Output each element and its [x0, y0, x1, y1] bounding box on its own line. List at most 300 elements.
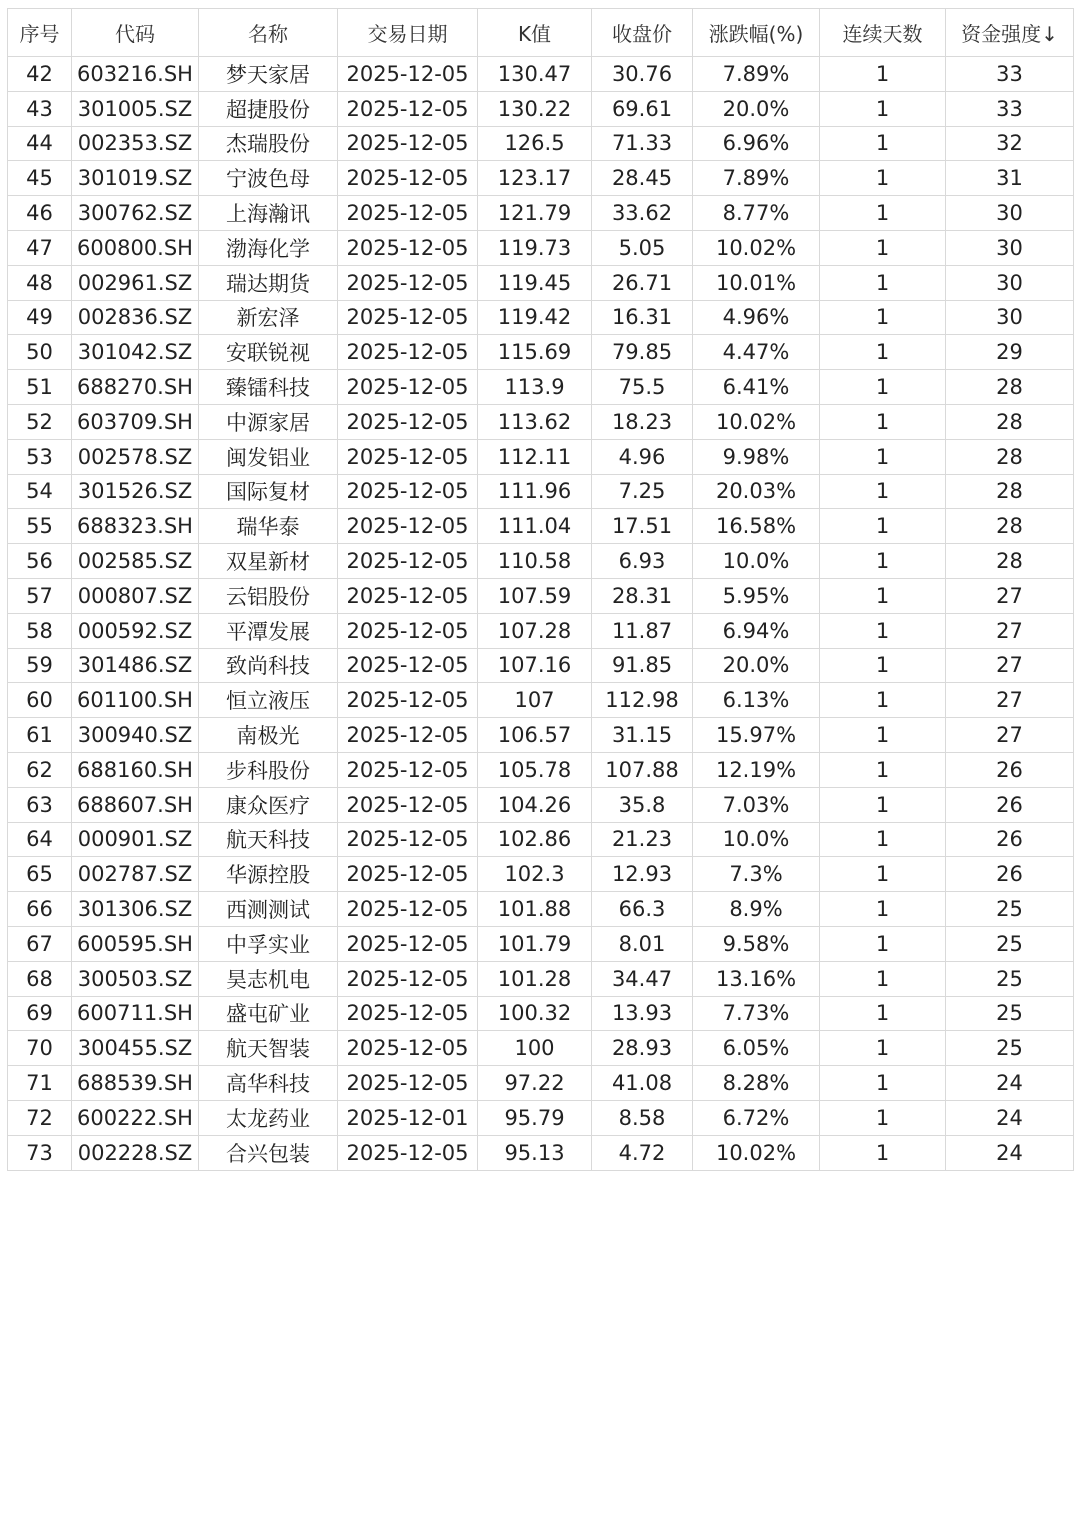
cell-index: 63	[8, 787, 72, 822]
cell-change-percent: 10.0%	[693, 822, 820, 857]
cell-index: 68	[8, 961, 72, 996]
table-row[interactable]	[8, 196, 1074, 231]
cell-code: 000592.SZ	[72, 613, 199, 648]
cell-code: 002353.SZ	[72, 126, 199, 161]
cell-code: 002836.SZ	[72, 300, 199, 335]
cell-code: 000901.SZ	[72, 822, 199, 857]
cell-consecutive-days: 1	[820, 1100, 946, 1135]
cell-name: 西测测试	[199, 892, 338, 927]
cell-code: 300940.SZ	[72, 718, 199, 753]
cell-k-value: 102.3	[478, 857, 592, 892]
cell-code: 600800.SH	[72, 230, 199, 265]
column-header-k-value[interactable]: K值	[478, 9, 592, 57]
cell-change-percent: 6.13%	[693, 683, 820, 718]
cell-k-value: 119.42	[478, 300, 592, 335]
cell-trade-date: 2025-12-05	[338, 544, 478, 579]
cell-close-price: 31.15	[592, 718, 693, 753]
cell-capital-strength: 28	[946, 544, 1074, 579]
cell-k-value: 100.32	[478, 996, 592, 1031]
cell-change-percent: 7.89%	[693, 57, 820, 92]
table-row[interactable]	[8, 57, 1074, 92]
cell-trade-date: 2025-12-05	[338, 926, 478, 961]
cell-code: 002585.SZ	[72, 544, 199, 579]
cell-index: 42	[8, 57, 72, 92]
cell-close-price: 75.5	[592, 370, 693, 405]
cell-capital-strength: 24	[946, 1100, 1074, 1135]
table-row[interactable]	[8, 961, 1074, 996]
cell-index: 47	[8, 230, 72, 265]
cell-consecutive-days: 1	[820, 439, 946, 474]
cell-consecutive-days: 1	[820, 91, 946, 126]
cell-code: 301005.SZ	[72, 91, 199, 126]
cell-close-price: 8.58	[592, 1100, 693, 1135]
cell-change-percent: 6.96%	[693, 126, 820, 161]
cell-name: 瑞华泰	[199, 509, 338, 544]
table-row[interactable]	[8, 683, 1074, 718]
cell-change-percent: 8.77%	[693, 196, 820, 231]
cell-close-price: 69.61	[592, 91, 693, 126]
cell-consecutive-days: 1	[820, 161, 946, 196]
column-header-close-price[interactable]: 收盘价	[592, 9, 693, 57]
table-row[interactable]	[8, 648, 1074, 683]
cell-k-value: 110.58	[478, 544, 592, 579]
cell-capital-strength: 30	[946, 265, 1074, 300]
cell-name: 杰瑞股份	[199, 126, 338, 161]
cell-close-price: 107.88	[592, 752, 693, 787]
cell-capital-strength: 27	[946, 648, 1074, 683]
cell-change-percent: 20.03%	[693, 474, 820, 509]
cell-code: 301019.SZ	[72, 161, 199, 196]
table-row[interactable]	[8, 335, 1074, 370]
cell-name: 新宏泽	[199, 300, 338, 335]
column-header-capital-strength-sorted[interactable]: 资金强度↓	[946, 9, 1074, 57]
cell-name: 康众医疗	[199, 787, 338, 822]
cell-name: 云铝股份	[199, 578, 338, 613]
cell-consecutive-days: 1	[820, 370, 946, 405]
cell-code: 600595.SH	[72, 926, 199, 961]
cell-k-value: 112.11	[478, 439, 592, 474]
column-header-trade-date[interactable]: 交易日期	[338, 9, 478, 57]
cell-index: 55	[8, 509, 72, 544]
cell-code: 301042.SZ	[72, 335, 199, 370]
cell-consecutive-days: 1	[820, 300, 946, 335]
cell-name: 双星新材	[199, 544, 338, 579]
cell-trade-date: 2025-12-05	[338, 404, 478, 439]
cell-k-value: 130.47	[478, 57, 592, 92]
cell-change-percent: 5.95%	[693, 578, 820, 613]
cell-code: 601100.SH	[72, 683, 199, 718]
table-row[interactable]	[8, 752, 1074, 787]
cell-name: 步科股份	[199, 752, 338, 787]
cell-capital-strength: 33	[946, 91, 1074, 126]
cell-trade-date: 2025-12-05	[338, 370, 478, 405]
cell-trade-date: 2025-12-05	[338, 1135, 478, 1170]
cell-change-percent: 6.41%	[693, 370, 820, 405]
cell-change-percent: 13.16%	[693, 961, 820, 996]
cell-change-percent: 20.0%	[693, 91, 820, 126]
table-row[interactable]	[8, 1031, 1074, 1066]
table-row[interactable]	[8, 857, 1074, 892]
table-row[interactable]	[8, 265, 1074, 300]
cell-close-price: 5.05	[592, 230, 693, 265]
cell-close-price: 16.31	[592, 300, 693, 335]
cell-trade-date: 2025-12-05	[338, 892, 478, 927]
cell-trade-date: 2025-12-05	[338, 996, 478, 1031]
cell-capital-strength: 25	[946, 892, 1074, 927]
cell-capital-strength: 27	[946, 578, 1074, 613]
cell-capital-strength: 28	[946, 404, 1074, 439]
cell-k-value: 97.22	[478, 1066, 592, 1101]
cell-trade-date: 2025-12-05	[338, 265, 478, 300]
table-row[interactable]	[8, 892, 1074, 927]
cell-capital-strength: 33	[946, 57, 1074, 92]
cell-index: 67	[8, 926, 72, 961]
cell-consecutive-days: 1	[820, 718, 946, 753]
cell-index: 57	[8, 578, 72, 613]
cell-code: 688160.SH	[72, 752, 199, 787]
table-row[interactable]	[8, 822, 1074, 857]
cell-close-price: 26.71	[592, 265, 693, 300]
cell-trade-date: 2025-12-05	[338, 683, 478, 718]
table-row[interactable]	[8, 718, 1074, 753]
cell-close-price: 28.45	[592, 161, 693, 196]
cell-index: 73	[8, 1135, 72, 1170]
stock-table	[7, 8, 1074, 1171]
cell-name: 渤海化学	[199, 230, 338, 265]
cell-name: 高华科技	[199, 1066, 338, 1101]
cell-code: 688539.SH	[72, 1066, 199, 1101]
cell-trade-date: 2025-12-01	[338, 1100, 478, 1135]
cell-consecutive-days: 1	[820, 509, 946, 544]
cell-name: 恒立液压	[199, 683, 338, 718]
cell-consecutive-days: 1	[820, 1135, 946, 1170]
cell-name: 合兴包装	[199, 1135, 338, 1170]
table-row[interactable]	[8, 1135, 1074, 1170]
cell-k-value: 121.79	[478, 196, 592, 231]
cell-name: 闽发铝业	[199, 439, 338, 474]
table-row[interactable]	[8, 439, 1074, 474]
cell-index: 50	[8, 335, 72, 370]
cell-code: 300503.SZ	[72, 961, 199, 996]
cell-index: 72	[8, 1100, 72, 1135]
cell-name: 南极光	[199, 718, 338, 753]
cell-k-value: 107.59	[478, 578, 592, 613]
cell-consecutive-days: 1	[820, 787, 946, 822]
cell-change-percent: 20.0%	[693, 648, 820, 683]
column-header-name[interactable]: 名称	[199, 9, 338, 57]
table-row[interactable]	[8, 996, 1074, 1031]
cell-change-percent: 4.47%	[693, 335, 820, 370]
cell-consecutive-days: 1	[820, 996, 946, 1031]
cell-close-price: 91.85	[592, 648, 693, 683]
cell-consecutive-days: 1	[820, 892, 946, 927]
cell-index: 64	[8, 822, 72, 857]
column-header-index[interactable]: 序号	[8, 9, 72, 57]
cell-trade-date: 2025-12-05	[338, 1031, 478, 1066]
cell-capital-strength: 28	[946, 509, 1074, 544]
cell-close-price: 34.47	[592, 961, 693, 996]
cell-capital-strength: 30	[946, 230, 1074, 265]
cell-trade-date: 2025-12-05	[338, 648, 478, 683]
cell-code: 300455.SZ	[72, 1031, 199, 1066]
cell-trade-date: 2025-12-05	[338, 230, 478, 265]
table-row[interactable]	[8, 404, 1074, 439]
cell-consecutive-days: 1	[820, 613, 946, 648]
cell-consecutive-days: 1	[820, 335, 946, 370]
cell-change-percent: 7.89%	[693, 161, 820, 196]
cell-trade-date: 2025-12-05	[338, 787, 478, 822]
cell-close-price: 112.98	[592, 683, 693, 718]
cell-index: 65	[8, 857, 72, 892]
column-header-code[interactable]: 代码	[72, 9, 199, 57]
cell-capital-strength: 27	[946, 613, 1074, 648]
cell-code: 000807.SZ	[72, 578, 199, 613]
cell-change-percent: 6.72%	[693, 1100, 820, 1135]
cell-close-price: 28.31	[592, 578, 693, 613]
cell-name: 平潭发展	[199, 613, 338, 648]
cell-close-price: 13.93	[592, 996, 693, 1031]
cell-name: 中孚实业	[199, 926, 338, 961]
cell-capital-strength: 32	[946, 126, 1074, 161]
cell-name: 太龙药业	[199, 1100, 338, 1135]
cell-capital-strength: 24	[946, 1135, 1074, 1170]
cell-change-percent: 10.02%	[693, 1135, 820, 1170]
cell-consecutive-days: 1	[820, 578, 946, 613]
cell-code: 002578.SZ	[72, 439, 199, 474]
cell-name: 臻镭科技	[199, 370, 338, 405]
cell-k-value: 130.22	[478, 91, 592, 126]
cell-name: 中源家居	[199, 404, 338, 439]
cell-k-value: 123.17	[478, 161, 592, 196]
cell-change-percent: 4.96%	[693, 300, 820, 335]
table-row[interactable]	[8, 544, 1074, 579]
cell-trade-date: 2025-12-05	[338, 752, 478, 787]
cell-trade-date: 2025-12-05	[338, 300, 478, 335]
table-row[interactable]	[8, 230, 1074, 265]
cell-k-value: 95.13	[478, 1135, 592, 1170]
cell-consecutive-days: 1	[820, 474, 946, 509]
table-row[interactable]	[8, 300, 1074, 335]
cell-change-percent: 7.3%	[693, 857, 820, 892]
cell-code: 301306.SZ	[72, 892, 199, 927]
table-row[interactable]	[8, 926, 1074, 961]
cell-consecutive-days: 1	[820, 822, 946, 857]
cell-k-value: 105.78	[478, 752, 592, 787]
cell-capital-strength: 25	[946, 996, 1074, 1031]
cell-k-value: 107.16	[478, 648, 592, 683]
cell-change-percent: 10.01%	[693, 265, 820, 300]
cell-close-price: 30.76	[592, 57, 693, 92]
cell-consecutive-days: 1	[820, 196, 946, 231]
cell-name: 国际复材	[199, 474, 338, 509]
cell-index: 56	[8, 544, 72, 579]
cell-change-percent: 16.58%	[693, 509, 820, 544]
cell-name: 瑞达期货	[199, 265, 338, 300]
cell-index: 69	[8, 996, 72, 1031]
cell-close-price: 11.87	[592, 613, 693, 648]
cell-trade-date: 2025-12-05	[338, 578, 478, 613]
cell-name: 致尚科技	[199, 648, 338, 683]
cell-consecutive-days: 1	[820, 683, 946, 718]
table-row[interactable]	[8, 161, 1074, 196]
cell-close-price: 4.72	[592, 1135, 693, 1170]
cell-code: 688323.SH	[72, 509, 199, 544]
cell-capital-strength: 28	[946, 439, 1074, 474]
cell-capital-strength: 25	[946, 961, 1074, 996]
cell-index: 49	[8, 300, 72, 335]
table-row[interactable]	[8, 370, 1074, 405]
cell-k-value: 111.96	[478, 474, 592, 509]
cell-name: 航天智装	[199, 1031, 338, 1066]
cell-index: 58	[8, 613, 72, 648]
cell-capital-strength: 27	[946, 718, 1074, 753]
table-row[interactable]	[8, 578, 1074, 613]
cell-code: 603216.SH	[72, 57, 199, 92]
cell-index: 53	[8, 439, 72, 474]
cell-close-price: 28.93	[592, 1031, 693, 1066]
table-row[interactable]	[8, 1100, 1074, 1135]
cell-name: 航天科技	[199, 822, 338, 857]
cell-capital-strength: 27	[946, 683, 1074, 718]
cell-close-price: 33.62	[592, 196, 693, 231]
cell-k-value: 102.86	[478, 822, 592, 857]
cell-k-value: 111.04	[478, 509, 592, 544]
table-row[interactable]	[8, 613, 1074, 648]
cell-change-percent: 7.73%	[693, 996, 820, 1031]
cell-trade-date: 2025-12-05	[338, 613, 478, 648]
cell-capital-strength: 25	[946, 926, 1074, 961]
cell-k-value: 95.79	[478, 1100, 592, 1135]
cell-close-price: 4.96	[592, 439, 693, 474]
cell-close-price: 21.23	[592, 822, 693, 857]
cell-index: 66	[8, 892, 72, 927]
cell-close-price: 7.25	[592, 474, 693, 509]
cell-k-value: 107.28	[478, 613, 592, 648]
cell-name: 安联锐视	[199, 335, 338, 370]
cell-close-price: 17.51	[592, 509, 693, 544]
cell-close-price: 8.01	[592, 926, 693, 961]
cell-index: 51	[8, 370, 72, 405]
cell-change-percent: 9.58%	[693, 926, 820, 961]
cell-capital-strength: 30	[946, 300, 1074, 335]
cell-trade-date: 2025-12-05	[338, 57, 478, 92]
cell-code: 600222.SH	[72, 1100, 199, 1135]
cell-index: 54	[8, 474, 72, 509]
cell-consecutive-days: 1	[820, 126, 946, 161]
cell-trade-date: 2025-12-05	[338, 961, 478, 996]
cell-trade-date: 2025-12-05	[338, 857, 478, 892]
cell-k-value: 104.26	[478, 787, 592, 822]
cell-name: 宁波色母	[199, 161, 338, 196]
table-row[interactable]	[8, 1066, 1074, 1101]
cell-k-value: 100	[478, 1031, 592, 1066]
cell-close-price: 79.85	[592, 335, 693, 370]
cell-trade-date: 2025-12-05	[338, 474, 478, 509]
table-row[interactable]	[8, 474, 1074, 509]
cell-k-value: 107	[478, 683, 592, 718]
cell-capital-strength: 30	[946, 196, 1074, 231]
cell-name: 盛屯矿业	[199, 996, 338, 1031]
cell-capital-strength: 28	[946, 474, 1074, 509]
cell-index: 61	[8, 718, 72, 753]
cell-code: 688270.SH	[72, 370, 199, 405]
cell-index: 59	[8, 648, 72, 683]
cell-index: 60	[8, 683, 72, 718]
cell-consecutive-days: 1	[820, 404, 946, 439]
cell-close-price: 35.8	[592, 787, 693, 822]
cell-name: 上海瀚讯	[199, 196, 338, 231]
cell-code: 603709.SH	[72, 404, 199, 439]
cell-change-percent: 6.05%	[693, 1031, 820, 1066]
cell-k-value: 101.88	[478, 892, 592, 927]
cell-consecutive-days: 1	[820, 857, 946, 892]
cell-code: 300762.SZ	[72, 196, 199, 231]
cell-capital-strength: 26	[946, 787, 1074, 822]
cell-close-price: 12.93	[592, 857, 693, 892]
cell-name: 昊志机电	[199, 961, 338, 996]
cell-index: 71	[8, 1066, 72, 1101]
cell-index: 70	[8, 1031, 72, 1066]
cell-consecutive-days: 1	[820, 265, 946, 300]
cell-code: 002961.SZ	[72, 265, 199, 300]
cell-change-percent: 7.03%	[693, 787, 820, 822]
cell-k-value: 115.69	[478, 335, 592, 370]
cell-capital-strength: 26	[946, 822, 1074, 857]
cell-consecutive-days: 1	[820, 926, 946, 961]
cell-close-price: 18.23	[592, 404, 693, 439]
cell-index: 48	[8, 265, 72, 300]
cell-trade-date: 2025-12-05	[338, 822, 478, 857]
stock-table-container	[7, 8, 1073, 1171]
cell-capital-strength: 28	[946, 370, 1074, 405]
cell-code: 688607.SH	[72, 787, 199, 822]
table-row[interactable]	[8, 509, 1074, 544]
cell-k-value: 119.73	[478, 230, 592, 265]
cell-change-percent: 8.9%	[693, 892, 820, 927]
column-header-consecutive-days[interactable]: 连续天数	[820, 9, 946, 57]
cell-consecutive-days: 1	[820, 230, 946, 265]
cell-index: 62	[8, 752, 72, 787]
cell-k-value: 106.57	[478, 718, 592, 753]
cell-k-value: 101.28	[478, 961, 592, 996]
table-row[interactable]	[8, 787, 1074, 822]
cell-change-percent: 10.02%	[693, 404, 820, 439]
cell-capital-strength: 31	[946, 161, 1074, 196]
cell-change-percent: 12.19%	[693, 752, 820, 787]
cell-consecutive-days: 1	[820, 1066, 946, 1101]
cell-code: 301486.SZ	[72, 648, 199, 683]
cell-k-value: 113.62	[478, 404, 592, 439]
cell-index: 46	[8, 196, 72, 231]
cell-consecutive-days: 1	[820, 1031, 946, 1066]
cell-code: 002787.SZ	[72, 857, 199, 892]
cell-consecutive-days: 1	[820, 544, 946, 579]
cell-trade-date: 2025-12-05	[338, 161, 478, 196]
cell-code: 600711.SH	[72, 996, 199, 1031]
column-header-change-percent[interactable]: 涨跌幅(%)	[693, 9, 820, 57]
cell-index: 52	[8, 404, 72, 439]
cell-capital-strength: 25	[946, 1031, 1074, 1066]
table-row[interactable]	[8, 126, 1074, 161]
cell-consecutive-days: 1	[820, 752, 946, 787]
cell-capital-strength: 26	[946, 857, 1074, 892]
cell-change-percent: 8.28%	[693, 1066, 820, 1101]
table-row[interactable]	[8, 91, 1074, 126]
cell-capital-strength: 29	[946, 335, 1074, 370]
cell-code: 002228.SZ	[72, 1135, 199, 1170]
cell-trade-date: 2025-12-05	[338, 126, 478, 161]
cell-trade-date: 2025-12-05	[338, 718, 478, 753]
